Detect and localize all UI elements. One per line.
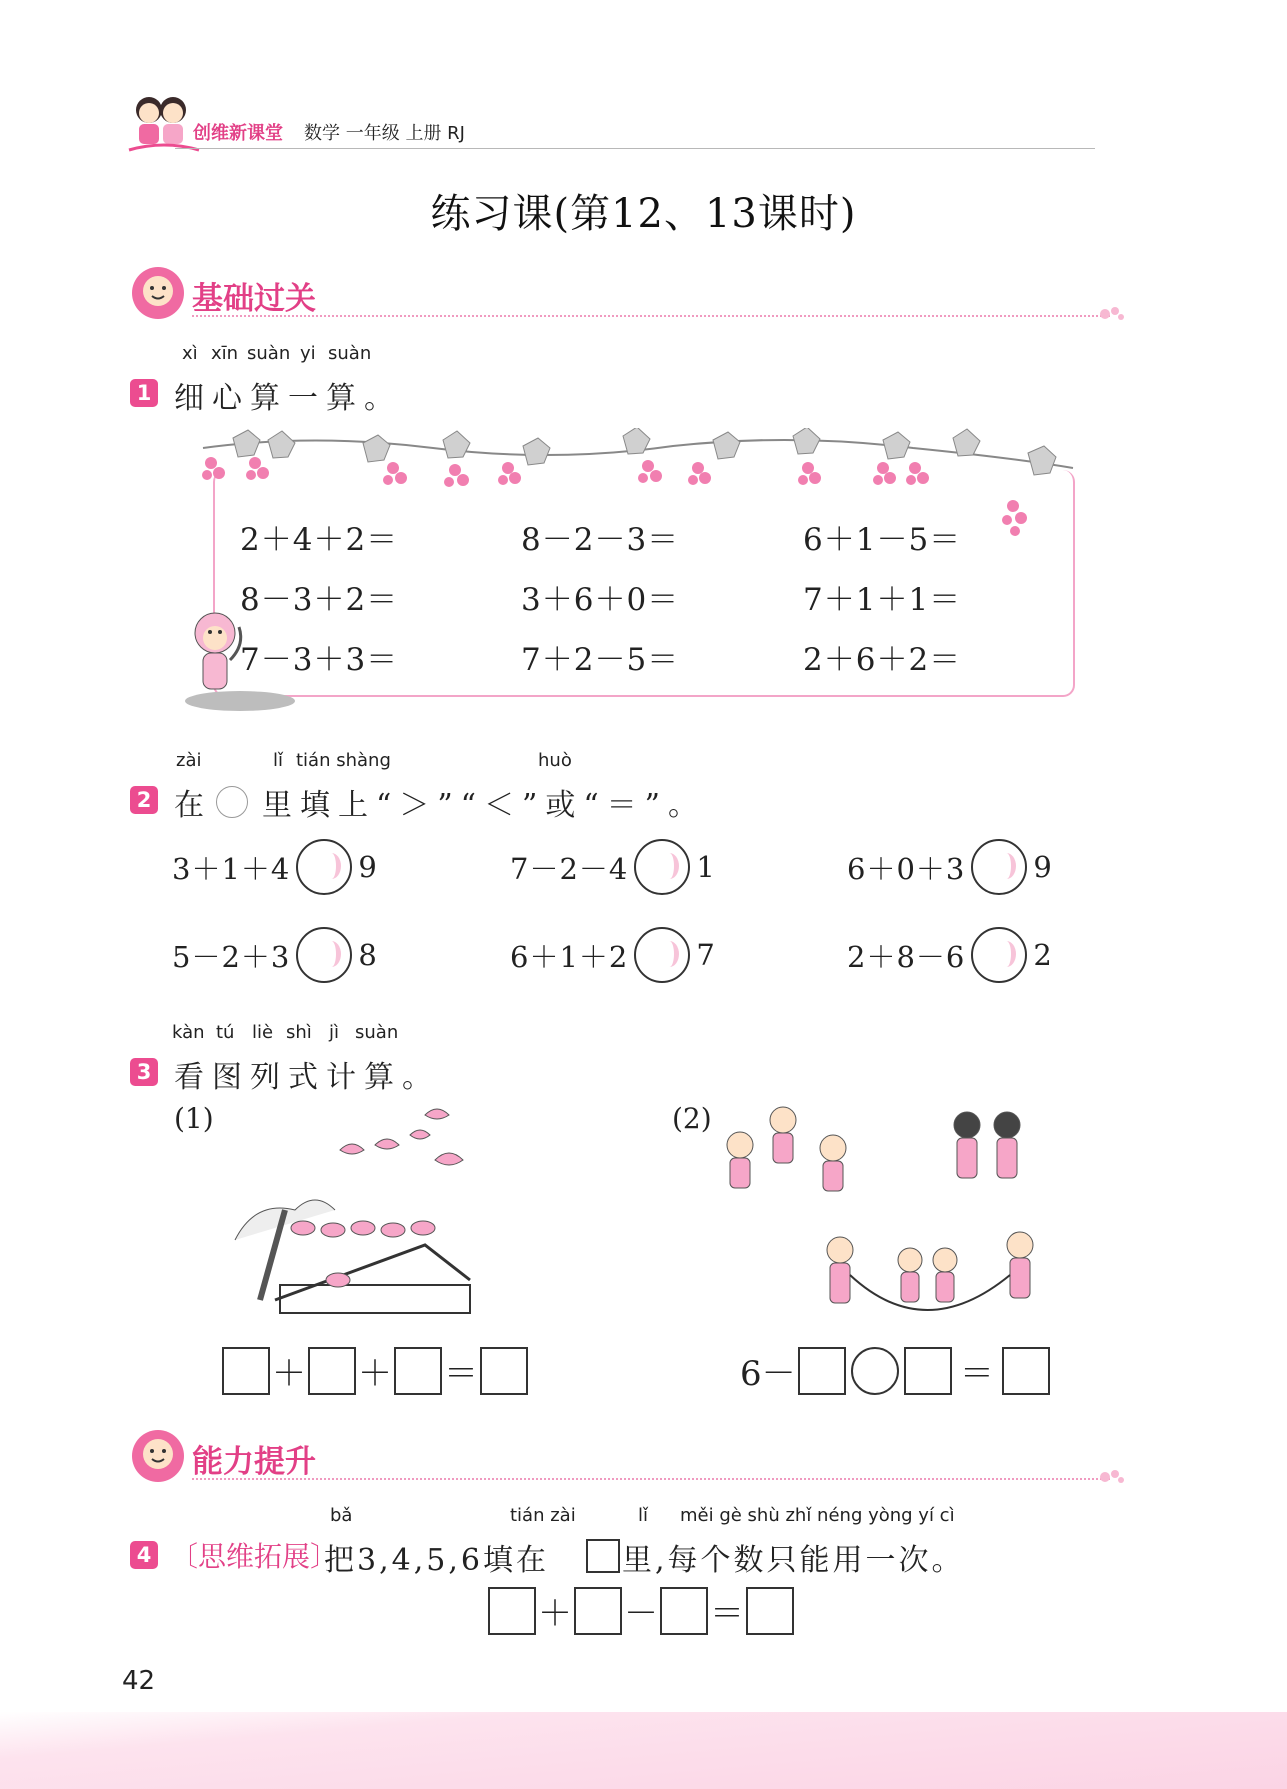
comparison-expr: 3＋1＋4 (172, 851, 291, 886)
equals-sign: ＝ (959, 1354, 994, 1394)
header-divider (175, 148, 1095, 149)
equation-q4 (488, 1586, 794, 1635)
question-text: 里,每个数只能用一次。 (622, 1543, 965, 1578)
question-number: 4 (130, 1541, 158, 1569)
comparison-value: 7 (696, 938, 716, 972)
answer-box[interactable] (222, 1347, 270, 1395)
equation-r2c3: 7＋1＋1＝ (803, 582, 962, 618)
question-text: 细心算一算。 (174, 381, 402, 416)
pinyin: kàn (172, 1022, 205, 1043)
section-divider (192, 1478, 1110, 1480)
answer-circle[interactable] (971, 927, 1027, 983)
equals-sign: ＝ (710, 1594, 744, 1634)
equation-r2c1: 8－3＋2＝ (240, 582, 399, 618)
pinyin: zài (176, 750, 202, 771)
question-number: 3 (130, 1058, 158, 1086)
comparison-value: 2 (1033, 938, 1053, 972)
comparison-expr: 2＋8－6 (847, 939, 966, 974)
answer-box[interactable] (660, 1587, 708, 1635)
pinyin: suàn (328, 343, 372, 364)
answer-circle[interactable] (296, 927, 352, 983)
equation-r1c3: 6＋1－5＝ (803, 522, 962, 558)
pinyin: lǐ (273, 750, 284, 771)
comparison-value: 9 (1033, 850, 1053, 884)
question-number: 1 (130, 379, 158, 407)
question-text: 看图列式计算。 (174, 1060, 440, 1095)
lesson-title: 练习课(第12、13课时) (430, 191, 857, 237)
decorative-dots-icon (1097, 1468, 1125, 1486)
book-subject: 数学 一年级 上册 RJ (304, 123, 465, 144)
question-3-header (130, 1022, 1130, 1095)
pinyin: tián zài (510, 1505, 576, 1526)
equation-r3c3: 2＋6＋2＝ (803, 642, 962, 678)
comparison-expr: 6＋0＋3 (847, 851, 966, 886)
answer-box[interactable] (480, 1347, 528, 1395)
pinyin: suàn (247, 343, 291, 364)
pinyin: yi (300, 343, 316, 364)
pinyin: xì (182, 343, 198, 364)
comparison-r1c1 (172, 838, 378, 896)
section-title: 基础过关 (192, 281, 316, 317)
part-label-2: (2) (672, 1102, 712, 1135)
pinyin: xīn (211, 343, 239, 364)
equation-r2c2: 3＋6＋0＝ (521, 582, 680, 618)
section-title: 能力提升 (192, 1444, 316, 1480)
answer-box[interactable] (308, 1347, 356, 1395)
birds-house-illustration (225, 1100, 505, 1315)
answer-box[interactable] (904, 1347, 952, 1395)
decorative-dots-icon (1097, 305, 1125, 323)
children-playing-illustration (715, 1100, 1045, 1320)
answer-circle[interactable] (296, 839, 352, 895)
answer-box[interactable] (1002, 1347, 1050, 1395)
answer-box[interactable] (574, 1587, 622, 1635)
equation-part-1 (222, 1346, 528, 1395)
thinking-tag: 〔思维拓展〕 (170, 1540, 339, 1573)
pinyin: shì (286, 1022, 312, 1043)
equation-r1c1: 2＋4＋2＝ (240, 522, 399, 558)
section-divider (192, 315, 1110, 317)
pinyin: suàn (355, 1022, 399, 1043)
pinyin: měi gè shù zhǐ néng yòng yí cì (680, 1505, 955, 1526)
pinyin: lǐ (638, 1505, 649, 1526)
answer-box[interactable] (394, 1347, 442, 1395)
section-banner-basic (130, 265, 1125, 327)
question-1-header (130, 343, 1130, 416)
monkey-badge-icon (130, 265, 186, 321)
comparison-r2c2 (510, 926, 716, 984)
operator-circle[interactable] (851, 1347, 899, 1395)
comparison-expr: 5－2＋3 (172, 939, 291, 974)
equation-r3c2: 7＋2－5＝ (521, 642, 680, 678)
question-text-lead: 把3,4,5,6填在 (324, 1543, 549, 1578)
part-label-1: (1) (174, 1102, 214, 1135)
equation-start: 6－ (740, 1354, 796, 1394)
minus-sign: － (624, 1594, 658, 1634)
plus-sign: ＋ (358, 1354, 392, 1394)
comparison-value: 1 (696, 850, 716, 884)
question-text-lead: 在 (174, 788, 212, 823)
page-number: 42 (122, 1666, 156, 1696)
question-text: 里填上“＞”“＜”或“＝”。 (262, 788, 707, 823)
question-2-header (130, 750, 1130, 823)
comparison-r1c3 (847, 838, 1053, 896)
comparison-value: 9 (358, 850, 378, 884)
question-4-header (130, 1505, 1130, 1578)
comparison-expr: 7－2－4 (510, 851, 629, 886)
comparison-r2c1 (172, 926, 378, 984)
answer-circle-sample (216, 786, 248, 818)
pinyin: huò (538, 750, 572, 771)
answer-box[interactable] (746, 1587, 794, 1635)
footer-band (0, 1712, 1287, 1789)
answer-box[interactable] (798, 1347, 846, 1395)
answer-box-sample (586, 1539, 620, 1573)
monkey-badge-icon (130, 1428, 186, 1484)
pinyin: tián shàng (296, 750, 391, 771)
answer-circle[interactable] (971, 839, 1027, 895)
section-banner-advanced (130, 1428, 1125, 1490)
equation-r1c2: 8－2－3＝ (521, 522, 680, 558)
answer-circle[interactable] (634, 839, 690, 895)
comparison-r1c2 (510, 838, 716, 896)
comparison-value: 8 (358, 938, 378, 972)
equation-r3c1: 7－3＋3＝ (240, 642, 399, 678)
pinyin: liè (252, 1022, 274, 1043)
comparison-expr: 6＋1＋2 (510, 939, 629, 974)
answer-box[interactable] (488, 1587, 536, 1635)
answer-circle[interactable] (634, 927, 690, 983)
comparison-r2c3 (847, 926, 1053, 984)
plus-sign: ＋ (538, 1594, 572, 1634)
brand-name: 创维新课堂 (193, 123, 283, 144)
pinyin: bǎ (330, 1505, 353, 1526)
pinyin: tú (216, 1022, 235, 1043)
plus-sign: ＋ (272, 1354, 306, 1394)
question-number: 2 (130, 786, 158, 814)
equation-part-2 (738, 1346, 1050, 1395)
equals-sign: ＝ (444, 1354, 478, 1394)
pinyin: jì (329, 1022, 340, 1043)
